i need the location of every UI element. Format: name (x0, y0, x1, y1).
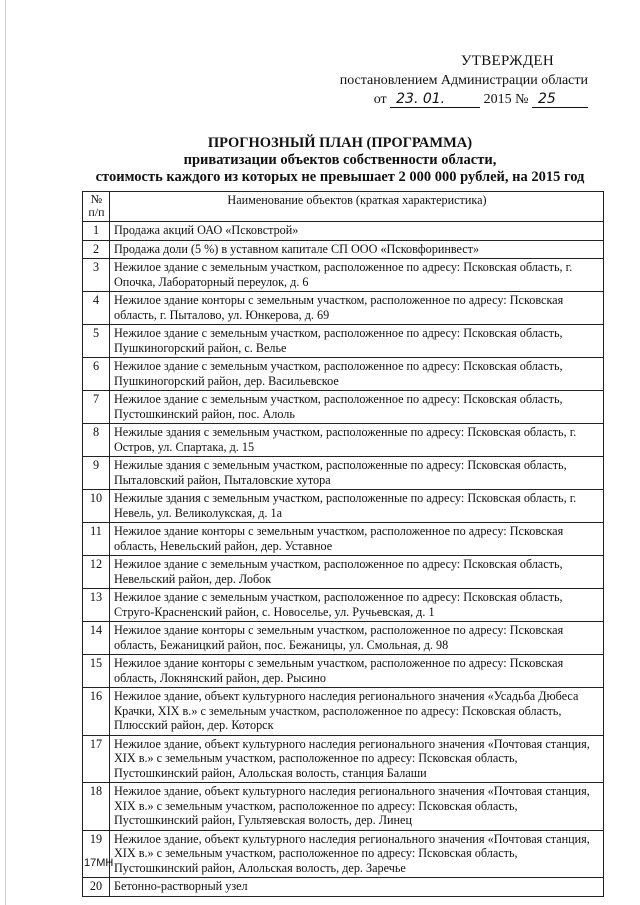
header-number-abbr: п/п (88, 205, 105, 219)
table-row (83, 391, 604, 424)
row-number: 8 (83, 424, 110, 457)
row-description: Нежилое здание конторы с земельным участком, расположенное по адресу: Псковская область, Локнянский район, дер. Рысино (110, 655, 604, 688)
row-description: Нежилые здания с земельным участком, расположенные по адресу: Псковская область, г. Остров, ул. Спартака, д. 15 (110, 424, 604, 457)
row-number: 1 (83, 222, 110, 241)
row-number: 3 (83, 259, 110, 292)
table-row (83, 457, 604, 490)
approval-block (318, 52, 588, 109)
row-number: 5 (83, 325, 110, 358)
row-description: Нежилое здание с земельным участком, расположенное по адресу: Псковская область, Невельский район, дер. Лобок (110, 556, 604, 589)
title-line-1: ПРОГНОЗНЫЙ ПЛАН (ПРОГРАММА) (207, 135, 473, 151)
row-description: Нежилые здания с земельным участком, расположенные по адресу: Псковская область, Пыталовский район, Пыталовские хутора (110, 457, 604, 490)
table-row (83, 688, 604, 736)
row-description: Нежилое здание с земельным участком, расположенное по адресу: Псковская область, Струго-Красненский район, с. Новоселье, ул. Ручьевская, д. 1 (110, 589, 604, 622)
row-description: Продажа акций ОАО «Псковстрой» (110, 222, 604, 241)
table-row (83, 259, 604, 292)
row-number: 20 (83, 878, 110, 897)
table-row (83, 622, 604, 655)
table-row (83, 523, 604, 556)
header-number-symbol: № (90, 192, 103, 206)
document-title (60, 135, 620, 186)
table-row (83, 655, 604, 688)
row-number: 10 (83, 490, 110, 523)
handwritten-number: 25 (532, 92, 588, 108)
row-number: 11 (83, 523, 110, 556)
row-description: Нежилые здания с земельным участком, расположенные по адресу: Псковская область, г. Невель, ул. Великолукская, д. 1а (110, 490, 604, 523)
row-description: Продажа доли (5 %) в уставном капитале СП ООО «Псковфоринвест» (110, 240, 604, 259)
row-description: Нежилое здание с земельным участком, расположенное по адресу: Псковская область, Пустошкинский район, пос. Алоль (110, 391, 604, 424)
row-number: 13 (83, 589, 110, 622)
row-description: Бетонно-растворный узел (110, 878, 604, 897)
table-row (83, 830, 604, 878)
table-row (83, 490, 604, 523)
table-row (83, 556, 604, 589)
table-row (83, 292, 604, 325)
table-row (83, 735, 604, 783)
row-description: Нежилое здание с земельным участком, расположенное по адресу: Псковская область, Пушкиногорский район, дер. Васильевское (110, 358, 604, 391)
row-description: Нежилое здание, объект культурного наследия регионального значения «Почтовая станция, XIX в.» с земельным участком, расположенное по адресу: Псковская область, Пустошкинский район, Гультяевская волость, дер. Линец (110, 783, 604, 831)
table-body (83, 222, 604, 897)
row-description: Нежилое здание, объект культурного наследия регионального значения «Почтовая станция, XIX в.» с земельным участком, расположенное по адресу: Псковская область, Пустошкинский район, Алольская волость, дер. Заречье (110, 830, 604, 878)
year-label: 2015 № (483, 92, 529, 107)
row-description: Нежилое здание, объект культурного наследия регионального значения «Усадьба Дюбеса Крачки, XIX в.» с земельным участком, расположенное по адресу: Псковская область, Плюсский район, дер. Которск (110, 688, 604, 736)
table-row (83, 424, 604, 457)
table-row (83, 358, 604, 391)
table-header-row (83, 192, 604, 222)
row-number: 19 (83, 830, 110, 878)
row-number: 6 (83, 358, 110, 391)
date-prefix: от (373, 92, 387, 107)
row-number: 15 (83, 655, 110, 688)
row-number: 7 (83, 391, 110, 424)
row-number: 18 (83, 783, 110, 831)
title-line-3: стоимость каждого из которых не превышает 2 000 000 рублей, на 2015 год (95, 169, 585, 185)
header-number (83, 192, 110, 222)
row-description: Нежилое здание с земельным участком, расположенное по адресу: Псковская область, Пушкиногорский район, с. Велье (110, 325, 604, 358)
row-description: Нежилое здание конторы с земельным участком, расположенное по адресу: Псковская область, г. Пыталово, ул. Юнкерова, д. 69 (110, 292, 604, 325)
row-number: 16 (83, 688, 110, 736)
row-number: 14 (83, 622, 110, 655)
row-number: 12 (83, 556, 110, 589)
table-row (83, 325, 604, 358)
row-description: Нежилое здание с земельным участком, расположенное по адресу: Псковская область, г. Опочка, Лабораторный переулок, д. 6 (110, 259, 604, 292)
row-number: 17 (83, 735, 110, 783)
privatization-table (82, 191, 604, 897)
table-row (83, 222, 604, 241)
row-description: Нежилое здание, объект культурного наследия регионального значения «Почтовая станция, XIX в.» с земельным участком, расположенное по адресу: Псковская область, Пустошкинский район, Алольская волость, станция Балаши (110, 735, 604, 783)
table-row (83, 783, 604, 831)
row-description: Нежилое здание конторы с земельным участком, расположенное по адресу: Псковская область, Невельский район, дер. Уставное (110, 523, 604, 556)
footer-code: 17МН (84, 857, 114, 869)
table-row (83, 878, 604, 897)
table-row (83, 240, 604, 259)
row-number: 9 (83, 457, 110, 490)
row-number: 4 (83, 292, 110, 325)
row-description: Нежилое здание конторы с земельным участком, расположенное по адресу: Псковская область, Бежаницкий район, пос. Бежаницы, ул. Смольная, д. 98 (110, 622, 604, 655)
handwritten-date: 23. 01. (390, 92, 480, 108)
approval-heading: УТВЕРЖДЕН (460, 53, 554, 69)
approval-decree-line: постановлением Администрации области (339, 73, 588, 88)
row-number: 2 (83, 240, 110, 259)
header-name: Наименование объектов (краткая характеристика) (110, 192, 604, 222)
page-edge-line (5, 0, 6, 905)
table-row (83, 589, 604, 622)
title-line-2: приватизации объектов собственности области, (183, 152, 497, 168)
approval-date-line (318, 90, 588, 109)
